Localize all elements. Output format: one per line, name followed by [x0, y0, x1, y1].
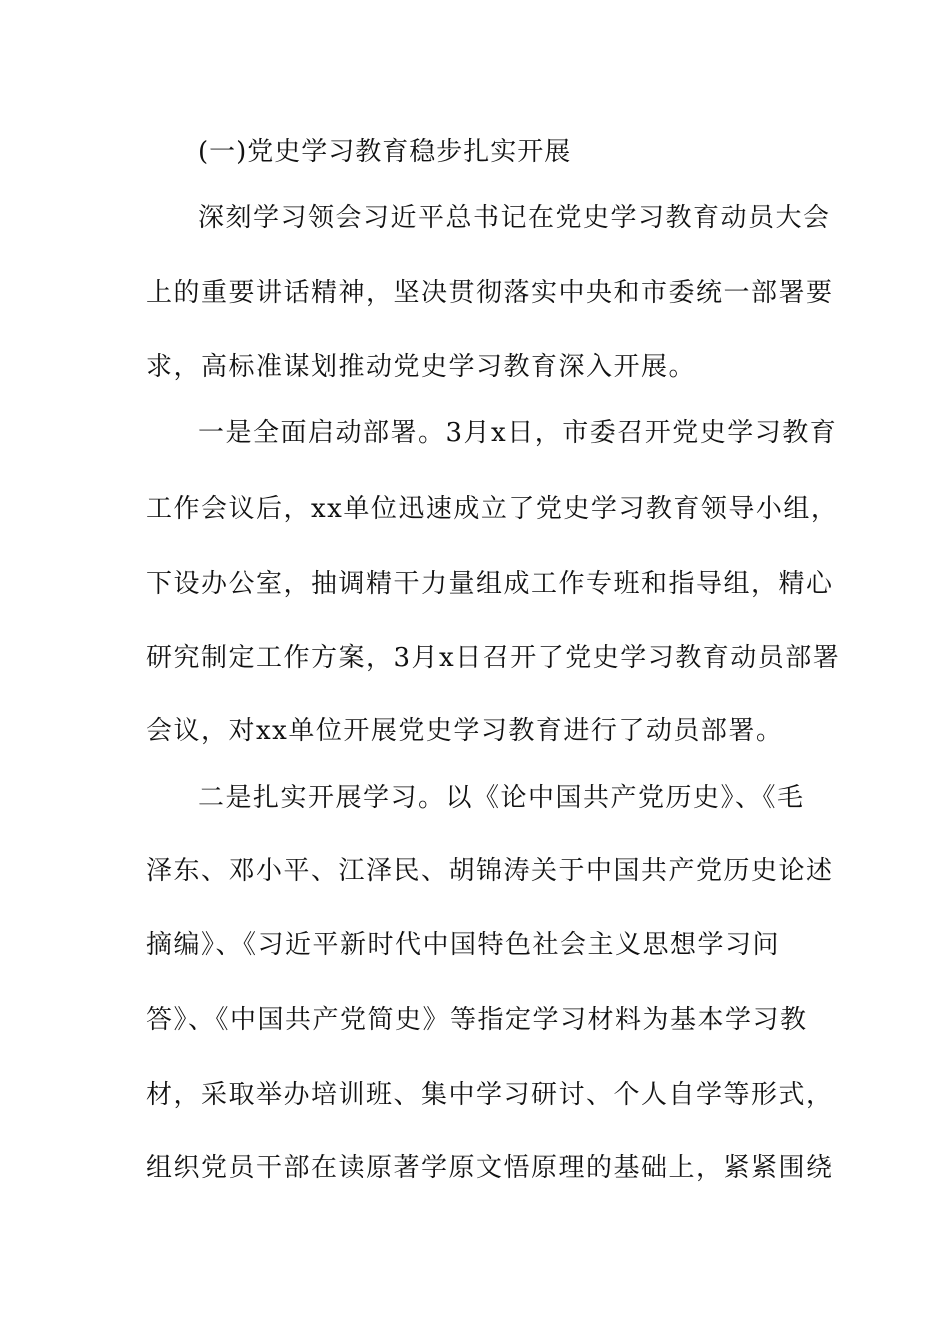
text-line: 泽东、邓小平、江泽民、胡锦涛关于中国共产党历史论述: [146, 856, 834, 886]
text-line: 工作会议后，xx单位迅速成立了党史学习教育领导小组，: [146, 494, 839, 524]
text-line: 摘编》、《习近平新时代中国特色社会主义思想学习问: [146, 930, 781, 960]
text-line: 求，高标准谋划推动党史学习教育深入开展。: [146, 352, 697, 382]
text-line: 深刻学习领会习近平总书记在党史学习教育动员大会: [198, 203, 831, 233]
text-line: 研究制定工作方案，3月x日召开了党史学习教育动员部署: [146, 643, 841, 673]
text-line: 会议，对xx单位开展党史学习教育进行了动员部署。: [146, 716, 784, 746]
text-line: 答》、《中国共产党简史》等指定学习材料为基本学习教: [146, 1005, 808, 1035]
text-line: 一是全面启动部署。3月x日，市委召开党史学习教育: [198, 418, 838, 448]
text-line: 上的重要讲话精神，坚决贯彻落实中央和市委统一部署要: [146, 278, 834, 308]
section-heading: (一)党史学习教育稳步扎实开展: [198, 137, 572, 167]
text-line: 二是扎实开展学习。以《论中国共产党历史》、《毛: [198, 783, 805, 813]
text-line: 下设办公室，抽调精干力量组成工作专班和指导组，精心: [146, 569, 834, 599]
text-line: 材，采取举办培训班、集中学习研讨、个人自学等形式，: [146, 1080, 834, 1110]
text-line: 组织党员干部在读原著学原文悟原理的基础上，紧紧围绕: [146, 1153, 834, 1183]
